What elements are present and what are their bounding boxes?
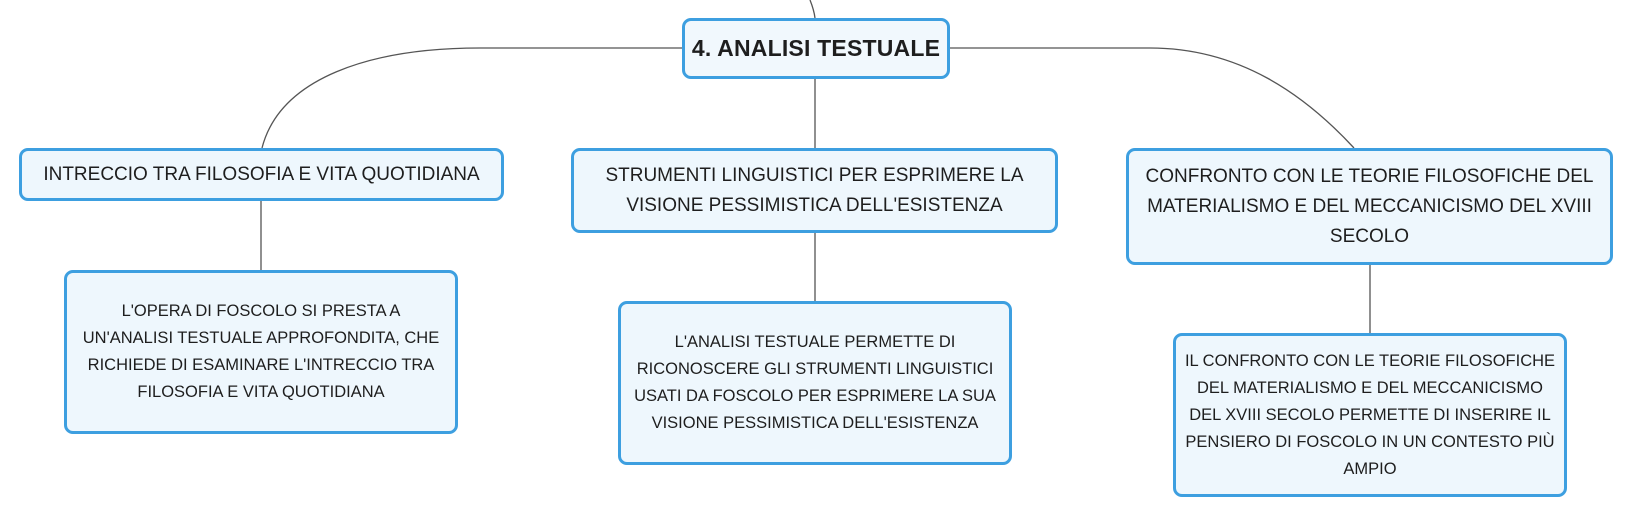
connector-parent-in [810,0,815,18]
topic-node-intreccio[interactable] [19,148,504,201]
topic-label: CONFRONTO CON LE TEORIE FILOSOFICHE DEL MATERIALISMO E DEL MECCANICISMO DEL XVIII SECOLO [1145,165,1594,247]
subtopic-label: IL CONFRONTO CON LE TEORIE FILOSOFICHE DEL MATERIALISMO E DEL MECCANICISMO DEL XVIII SECOLO PERMETTE DI INSERIRE IL PENSIERO DI FOSCOLO IN UN CONTESTO PIÙ AMPIO [1184,351,1556,478]
root-topic-label: 4. ANALISI TESTUALE [691,35,941,61]
topic-node-strumenti-linguistici[interactable] [571,148,1058,233]
subtopic-label: L'OPERA DI FOSCOLO SI PRESTA A UN'ANALISI TESTUALE APPROFONDITA, CHE RICHIEDE DI ESAMINARE L'INTRECCIO TRA FILOSOFIA E VITA QUOTIDIANA [82,302,440,401]
subtopic-label: L'ANALISI TESTUALE PERMETTE DI RICONOSCERE GLI STRUMENTI LINGUISTICI USATI DA FOSCOLO PER ESPRIMERE LA SUA VISIONE PESSIMISTICA DELL'ESISTENZA [634,333,996,432]
connector-root-right [950,48,1354,148]
topic-node-confronto-teorie[interactable] [1126,148,1613,265]
topic-label: INTRECCIO TRA FILOSOFIA E VITA QUOTIDIANA [43,163,480,185]
subtopic-node-strumenti-detail[interactable] [618,301,1012,465]
root-topic-node[interactable] [682,18,950,79]
subtopic-node-intreccio-detail[interactable] [64,270,458,434]
connector-root-left [262,48,682,148]
topic-label: STRUMENTI LINGUISTICI PER ESPRIMERE LA VISIONE PESSIMISTICA DELL'ESISTENZA [605,164,1024,216]
subtopic-node-confronto-detail[interactable] [1173,333,1567,497]
